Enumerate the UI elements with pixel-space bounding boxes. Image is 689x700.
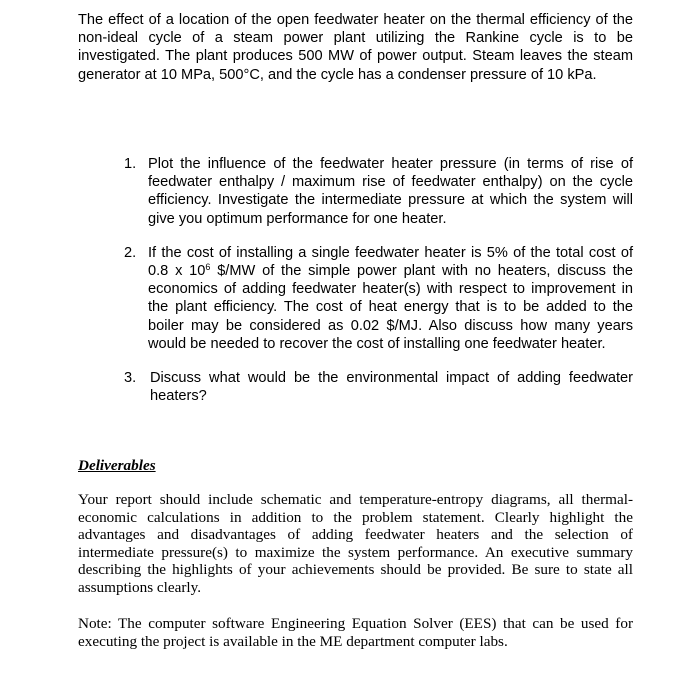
deliverables-paragraph: Your report should include schematic and temperature-entropy diagrams, all thermal-economic calculations in addition to the problem statement. Clearly highlight the advantages and disadvantages of adding feedwater heaters and the selection of intermediate pressure(s) to maximize the system performance. An executive summary describing the highlights of your achievements should be provided. Be sure to state all assumptions clearly. [78, 491, 633, 596]
task-item [124, 369, 633, 405]
exponent: 6 [205, 262, 211, 273]
task-text-part: $/MW of the simple power plant with no heaters, discuss the economics of adding feedwater heater(s) with respect to improvement in the plant efficiency. The cost of heat energy that is to be added to the boiler may be considered as 0.02 $/MJ. Also discuss how many years would be needed to recover the cost of installing one feedwater heater. [148, 263, 633, 352]
task-item [124, 244, 633, 353]
problem-statement: The effect of a location of the open feedwater heater on the thermal efficiency of the non-ideal cycle of a steam power plant utilizing the Rankine cycle is to be investigated. The plant produces 500 MW of power output. Steam leaves the steam generator at 10 MPa, 500°C, and the cycle has a condenser pressure of 10 kPa. [78, 12, 633, 83]
deliverables-heading: Deliverables [78, 457, 156, 474]
task-list [124, 155, 633, 405]
task-text: Discuss what would be the environmental impact of adding feedwater heaters? [150, 370, 633, 405]
task-number: 1. [124, 156, 137, 172]
task-text-part: If the cost of installing a single feedwater heater is 5% of the total cost of 0.8 x 10 [148, 244, 633, 280]
task-item [124, 155, 633, 228]
task-text [148, 245, 633, 352]
note-paragraph: Note: The computer software Engineering Equation Solver (EES) that can be used for executing the project is available in the ME department computer labs. [78, 615, 633, 650]
task-number: 3. [124, 370, 137, 387]
task-number: 2. [124, 244, 137, 261]
task-text: Plot the influence of the feedwater heater pressure (in terms of rise of feedwater enthalpy / maximum rise of feedwater enthalpy) on the cycle efficiency. Investigate the intermediate pressure at which the system will give you optimum performance for one heater. [148, 156, 633, 227]
